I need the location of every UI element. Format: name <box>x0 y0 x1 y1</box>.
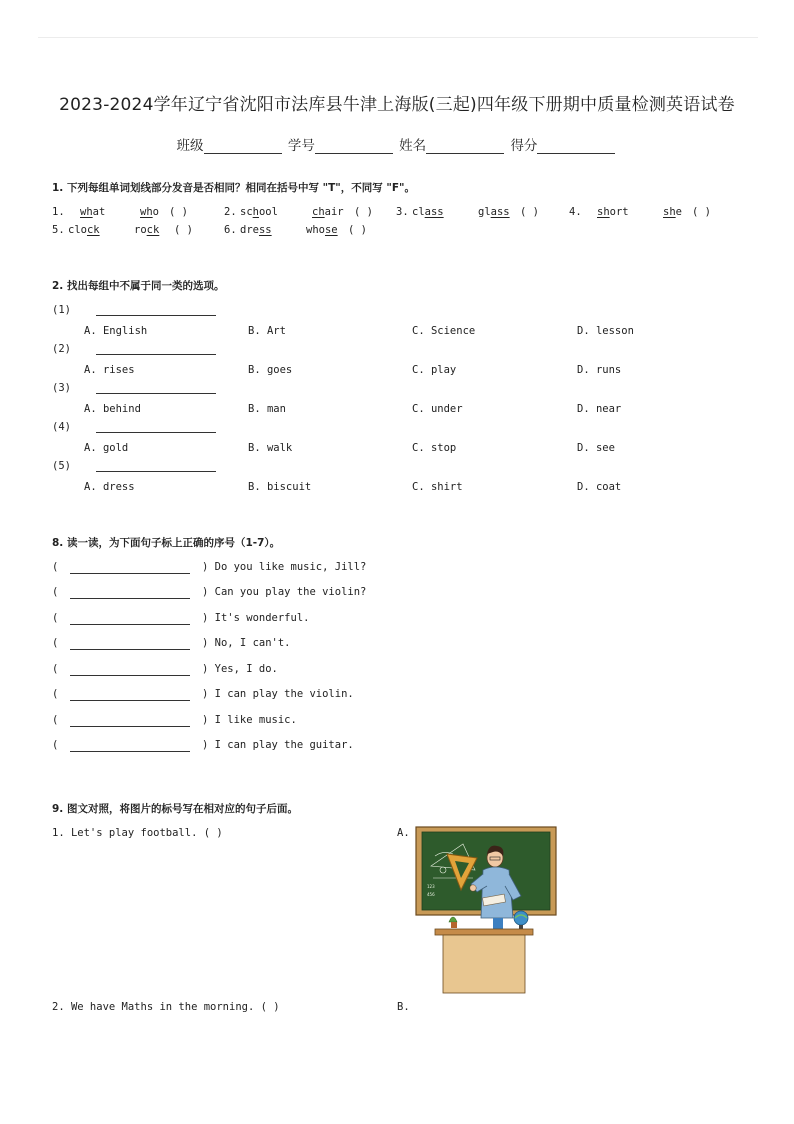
teacher-blackboard-image <box>413 826 561 996</box>
name-label: 姓名 <box>399 138 427 154</box>
q2-heading: 2. 找出每组中不属于同一类的选项。 <box>52 280 225 292</box>
score-label: 得分 <box>510 138 538 154</box>
q2-group-4-option-b: B. walk <box>248 442 293 454</box>
q1-item-2-answer[interactable]: ( ) <box>354 206 373 218</box>
q8-item-5-text: ) Yes, I do. <box>202 663 278 675</box>
q2-group-2-option-d: D. runs <box>577 364 622 376</box>
q2-group-3-option-c: C. under <box>412 403 463 415</box>
q2-group-2-option-c: C. play <box>412 364 457 376</box>
q2-group-2-answer-line[interactable] <box>96 342 216 355</box>
q2-group-3-option-a: A. behind <box>84 403 141 415</box>
q1-item-1-answer[interactable]: ( ) <box>169 206 188 218</box>
q2-group-5-option-d: D. coat <box>577 481 622 493</box>
q2-group-1-option-b: B. Art <box>248 325 286 337</box>
q1-item-6-answer[interactable]: ( ) <box>348 224 367 236</box>
q8-item-1-text: ) Do you like music, Jill? <box>202 561 367 573</box>
q1-row-2 <box>52 224 752 240</box>
q2-group-1-option-d: D. lesson <box>577 325 634 337</box>
q2-group-5-num: (5) <box>52 460 71 472</box>
q1-row-1 <box>52 206 752 222</box>
q1-item-6-num: 6. <box>224 224 237 236</box>
q1-item-3-word-b: glass <box>478 206 510 218</box>
q2-group-4-answer-line[interactable] <box>96 420 216 433</box>
q2-group-4-option-d: D. see <box>577 442 615 454</box>
q1-item-6-word-a: dress <box>240 224 272 236</box>
q2-group-3-num: (3) <box>52 382 71 394</box>
page-top-divider <box>38 37 758 38</box>
q8-item-5-answer-line[interactable] <box>70 675 190 676</box>
q2-group-1-answer-line[interactable] <box>96 303 216 316</box>
q1-item-6-word-b: whose <box>306 224 338 236</box>
q8-item-3-answer-line[interactable] <box>70 624 190 625</box>
q1-item-2-num: 2. <box>224 206 237 218</box>
q1-item-5-word-a: clock <box>68 224 100 236</box>
q1-item-5-word-b: rock <box>134 224 160 236</box>
q9-label-a: A. <box>397 827 410 839</box>
q8-item-3-text: ) It's wonderful. <box>202 612 310 624</box>
q8-item-2-text: ) Can you play the violin? <box>202 586 367 598</box>
q1-item-1-word-a: what <box>80 206 106 218</box>
q2-group-3-option-d: D. near <box>577 403 622 415</box>
q9-label-b: B. <box>397 1001 410 1013</box>
q8-item-8-text: ) I can play the guitar. <box>202 739 354 751</box>
q8-item-4-text: ) No, I can't. <box>202 637 291 649</box>
q2-group-4-option-c: C. stop <box>412 442 457 454</box>
q2-group-3-option-b: B. man <box>248 403 286 415</box>
q8-item-2-answer-line[interactable] <box>70 598 190 599</box>
q1-item-5-answer[interactable]: ( ) <box>174 224 193 236</box>
q8-item-1-answer-line[interactable] <box>70 573 190 574</box>
q8-heading: 8. 读一读，为下面句子标上正确的序号（1-7）。 <box>52 537 281 549</box>
q9-sentence-2[interactable]: 2. We have Maths in the morning. ( ) <box>52 1001 280 1013</box>
q1-item-3-word-a: class <box>412 206 444 218</box>
q1-item-1-num: 1. <box>52 206 65 218</box>
q2-group-1-option-c: C. Science <box>412 325 476 337</box>
q1-item-3-answer[interactable]: ( ) <box>520 206 539 218</box>
q2-group-5-option-b: B. biscuit <box>248 481 312 493</box>
q8-item-6-answer-line[interactable] <box>70 700 190 701</box>
score-blank[interactable] <box>537 139 615 154</box>
q1-item-4-word-a: short <box>597 206 629 218</box>
q2-group-5-option-a: A. dress <box>84 481 135 493</box>
q8-item-4-answer-line[interactable] <box>70 649 190 650</box>
q2-group-2-option-b: B. goes <box>248 364 293 376</box>
q8-item-8-answer-line[interactable] <box>70 751 190 752</box>
q8-item-6-text: ) I can play the violin. <box>202 688 354 700</box>
q1-item-2-word-b: chair <box>312 206 344 218</box>
q2-group-5-answer-line[interactable] <box>96 459 216 472</box>
q1-item-3-num: 3. <box>396 206 409 218</box>
svg-text:456: 456 <box>427 892 435 897</box>
q1-item-5-num: 5. <box>52 224 65 236</box>
student-info-row <box>0 134 794 154</box>
q1-heading: 1. 下列每组单词划线部分发音是否相同？相同在括号中写 "T"，不同写 "F"。 <box>52 182 415 194</box>
q2-group-4-num: (4) <box>52 421 71 433</box>
q1-item-1-word-b: who <box>140 206 159 218</box>
q2-group-2-num: (2) <box>52 343 71 355</box>
q1-item-2-word-a: school <box>240 206 278 218</box>
svg-text:123: 123 <box>427 884 435 889</box>
number-label: 学号 <box>287 138 315 154</box>
q2-group-5-option-c: C. shirt <box>412 481 463 493</box>
number-blank[interactable] <box>315 139 393 154</box>
class-blank[interactable] <box>204 139 282 154</box>
q2-group-1-num: (1) <box>52 304 71 316</box>
q1-item-4-num: 4. <box>569 206 582 218</box>
q1-item-4-word-b: she <box>663 206 682 218</box>
q2-group-4-option-a: A. gold <box>84 442 129 454</box>
q1-item-4-answer[interactable]: ( ) <box>692 206 711 218</box>
page-title: 2023-2024学年辽宁省沈阳市法库县牛津上海版(三起)四年级下册期中质量检测英语试卷 <box>59 95 735 115</box>
q9-sentence-1[interactable]: 1. Let's play football. ( ) <box>52 827 223 839</box>
q2-group-2-option-a: A. rises <box>84 364 135 376</box>
q2-group-3-answer-line[interactable] <box>96 381 216 394</box>
q8-item-7-text: ) I like music. <box>202 714 297 726</box>
q9-heading: 9. 图文对照，将图片的标号写在相对应的句子后面。 <box>52 803 298 815</box>
name-blank[interactable] <box>426 139 504 154</box>
q8-item-7-answer-line[interactable] <box>70 726 190 727</box>
class-label: 班级 <box>176 138 204 154</box>
q2-group-1-option-a: A. English <box>84 325 148 337</box>
